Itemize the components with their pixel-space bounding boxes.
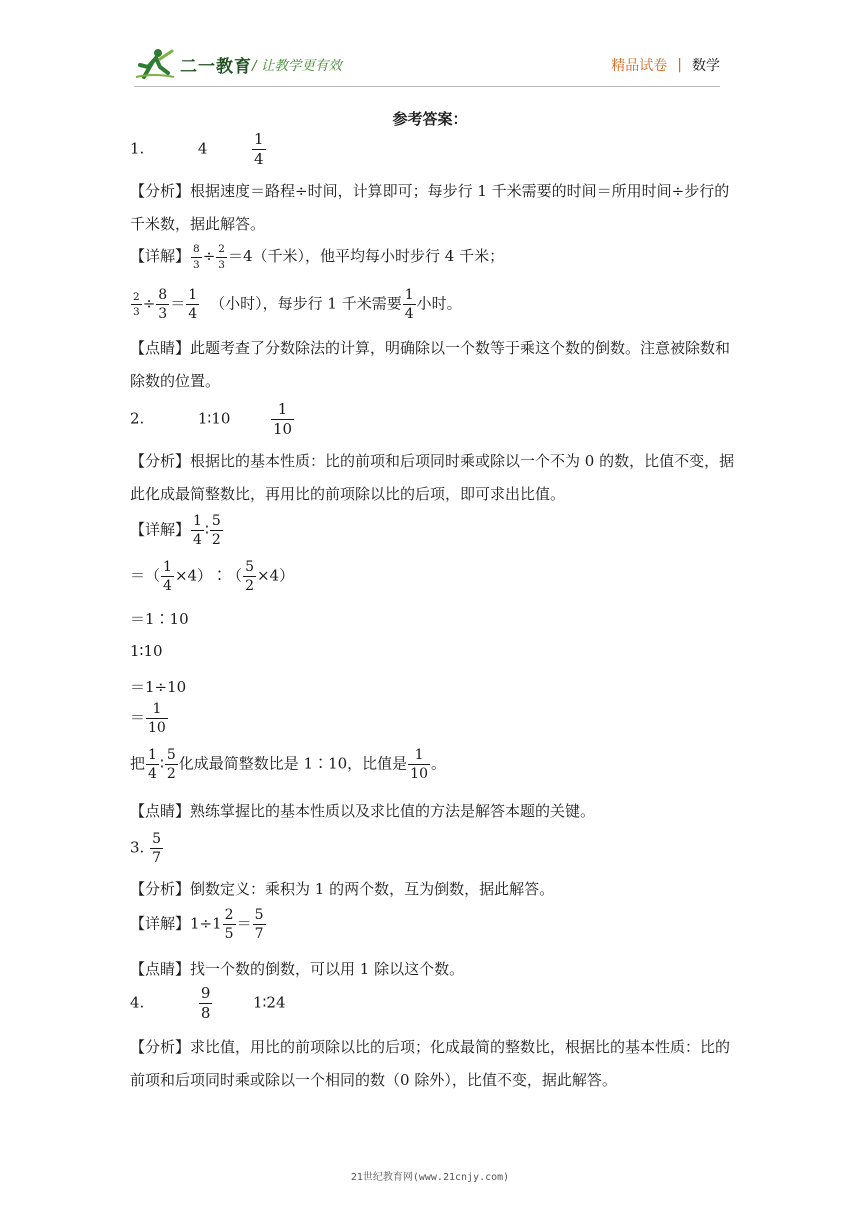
- q2-detail-5: ＝1÷10: [130, 678, 187, 696]
- q2-detail-4: 1∶10: [130, 642, 163, 660]
- q1-detail-1: 【详解】 $\frac{8}{3}$ ÷ $\frac{2}{3}$ ＝4（千米），他平均每小时步行 4 千米；: [130, 243, 505, 271]
- q2-detail-1: 【详解】 $\frac{1}{4}$ ∶ $\frac{5}{2}$: [130, 513, 221, 548]
- q4-analysis-1: 【分析】求比值，用比的前项除以比的后项；化成最简的整数比，根据比的基本性质：比的: [130, 1038, 731, 1056]
- header-divider: [134, 86, 720, 87]
- logo: [134, 46, 252, 82]
- q4-analysis-2: 前项和后项同时乘或除以一个相同的数（0 除外），比值不变，据此解答。: [130, 1071, 617, 1089]
- header-subject: 数学: [692, 58, 720, 74]
- header-tag: 精品试卷: [611, 58, 668, 74]
- q2-answer-2: $\frac{1}{10}$: [272, 400, 293, 438]
- q2-analysis-1: 【分析】根据比的基本性质：比的前项和后项同时乘或除以一个不为 0 的数，比值不变，据: [130, 452, 735, 470]
- q3-detail: 【详解】1÷1 $\frac{2}{5}$ ＝ $\frac{5}{7}$: [130, 907, 264, 942]
- page-title: 参考答案：: [392, 110, 468, 128]
- q1-number: 1.: [130, 139, 145, 158]
- q4-answer-line: [130, 986, 286, 1021]
- q1-analysis-1: 【分析】根据速度＝路程÷时间，计算即可；每步行 1 千米需要的时间＝所用时间÷步行的: [130, 182, 730, 200]
- q2-answer-1: 1∶10: [197, 409, 231, 428]
- logo-text: 二一教育: [180, 56, 252, 77]
- q2-detail-2: ＝（ $\frac{1}{4}$ ×4）∶（ $\frac{5}{2}$ ×4）: [130, 559, 295, 594]
- q3-analysis: 【分析】倒数定义：乘积为 1 的两个数，互为倒数，据此解答。: [130, 880, 555, 898]
- q1-comment-1: 【点睛】此题考查了分数除法的计算，明确除以一个数等于乘这个数的倒数。注意被除数和: [130, 339, 731, 357]
- q1-comment-2: 除数的位置。: [130, 372, 221, 390]
- q1-answer-line: [130, 132, 267, 167]
- q4-answer-2: 1∶24: [252, 993, 286, 1012]
- q2-answer-line: [130, 402, 295, 437]
- header-right: [611, 55, 720, 75]
- q2-comment: 【点睛】熟练掌握比的基本性质以及求比值的方法是解答本题的关键。: [130, 802, 596, 820]
- q2-detail-3: ＝1∶10: [130, 610, 189, 628]
- q2-analysis-2: 此化成最简整数比，再用比的前项除以比的后项，即可求出比值。: [130, 485, 566, 503]
- q2-detail-6: ＝ $\frac{1}{10}$: [130, 701, 166, 736]
- q4-answer-1: $\frac{9}{8}$: [200, 984, 211, 1022]
- q2-detail-7: 把 $\frac{1}{4}$ ∶ $\frac{5}{2}$ 化成最简整数比是 1∶10，比值是 $\frac{1}{10}$ 。: [130, 747, 447, 782]
- header-separator: |: [677, 57, 682, 73]
- q4-number: 4.: [130, 993, 145, 1012]
- q3-answer: $\frac{5}{7}$: [152, 831, 162, 866]
- q3-comment: 【点睛】找一个数的倒数，可以用 1 除以这个数。: [130, 960, 465, 978]
- page-header: [134, 42, 720, 86]
- slogan: / 让教学更有效: [252, 58, 342, 74]
- runner-logo-icon: [134, 47, 178, 81]
- q1-analysis-2: 千米数，据此解答。: [130, 215, 266, 233]
- page-footer: 21世纪教育网(www.21cnjy.com): [350, 1172, 510, 1183]
- q3-answer-line: [130, 832, 164, 865]
- q1-detail-2: $\frac{2}{3}$ ÷ $\frac{8}{3}$ ＝ $\frac{1}{4}$ （小时），每步行 1 千米需要 $\frac{1}{4}$ 小时。: [133, 287, 462, 322]
- q3-number: 3.: [130, 838, 145, 857]
- q2-number: 2.: [130, 409, 145, 428]
- q1-answer-1: 4: [197, 139, 208, 158]
- q1-answer-2: $\frac{1}{4}$: [253, 130, 264, 168]
